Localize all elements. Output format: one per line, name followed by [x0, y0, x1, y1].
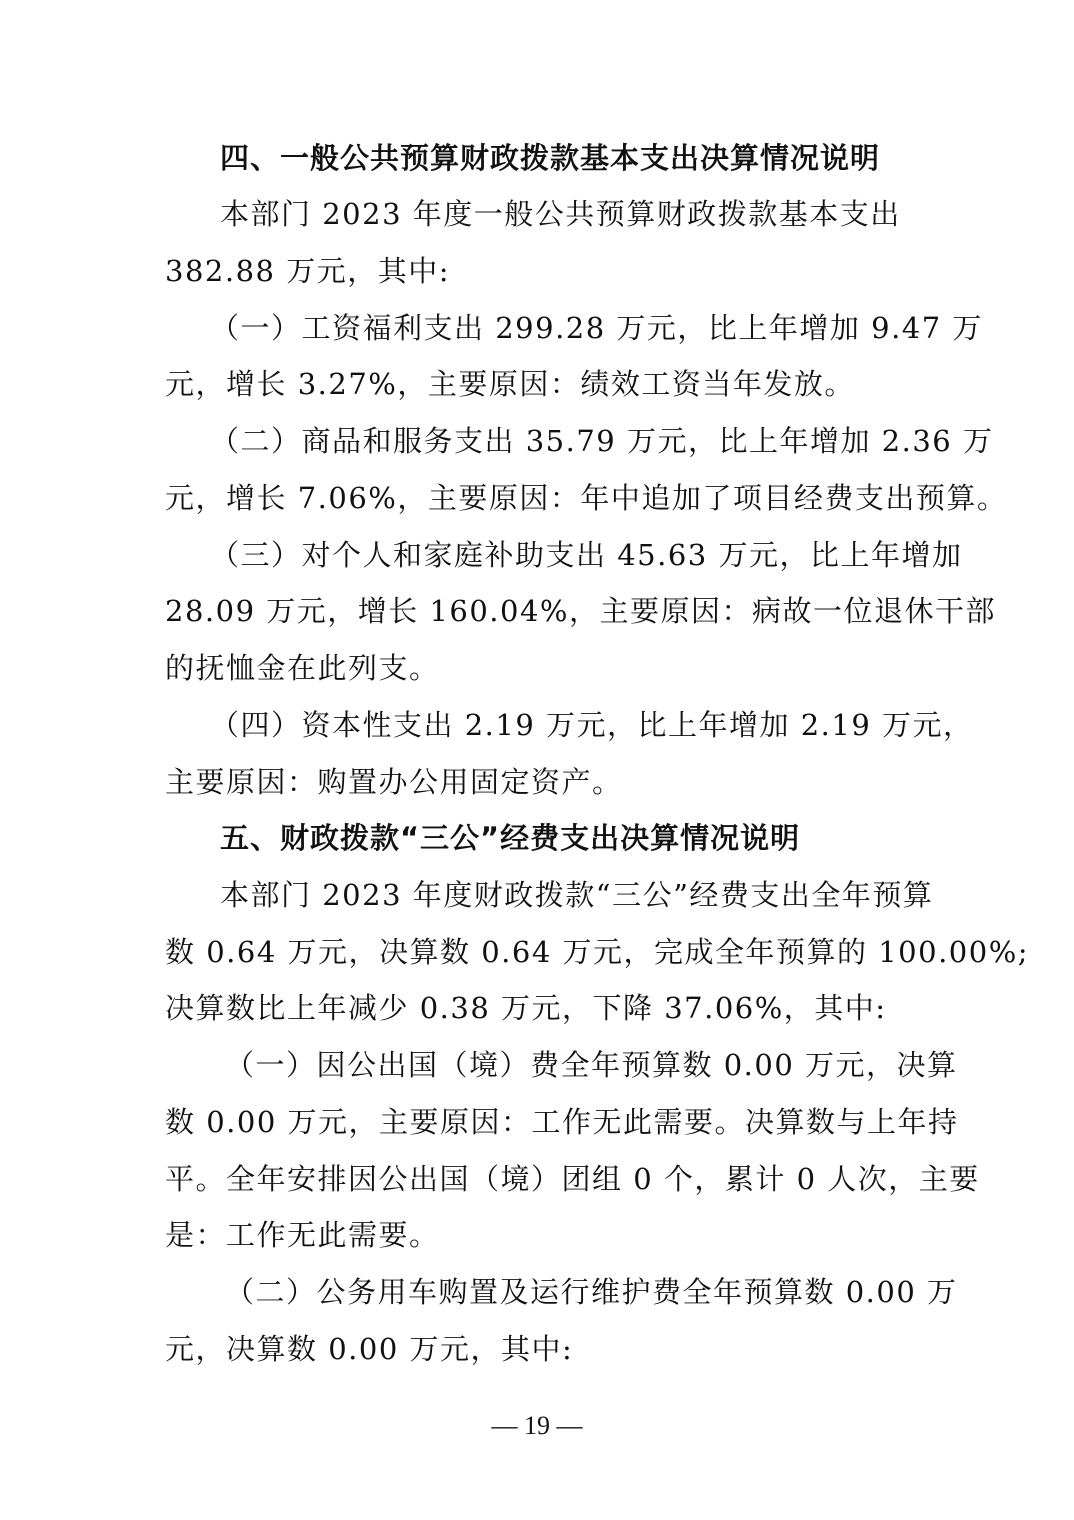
- paragraph-line: 平。全年安排因公出国（境）团组 0 个，累计 0 人次，主要: [165, 1162, 980, 1196]
- paragraph-line: 28.09 万元，增长 160.04%，主要原因：病故一位退休干部: [165, 594, 996, 628]
- paragraph-line: 的抚恤金在此列支。: [165, 651, 440, 685]
- paragraph-line: （三）对个人和家庭补助支出 45.63 万元，比上年增加: [210, 538, 963, 572]
- section-heading-4: 四、一般公共预算财政拨款基本支出决算情况说明: [220, 141, 881, 175]
- paragraph-line: 是：工作无此需要。: [165, 1218, 440, 1252]
- paragraph-line: 元，决算数 0.00 万元，其中:: [165, 1332, 574, 1366]
- paragraph-line: （二）公务用车购置及运行维护费全年预算数 0.00 万: [225, 1275, 958, 1309]
- paragraph-line: （一）工资福利支出 299.28 万元，比上年增加 9.47 万: [210, 311, 983, 345]
- paragraph-line: （二）商品和服务支出 35.79 万元，比上年增加 2.36 万: [210, 424, 994, 458]
- paragraph-line: （一）因公出国（境）费全年预算数 0.00 万元，决算: [225, 1048, 958, 1082]
- paragraph-line: 数 0.64 万元，决算数 0.64 万元，完成全年预算的 100.00%;: [165, 935, 1030, 969]
- paragraph-line: 382.88 万元，其中:: [165, 254, 450, 288]
- paragraph-line: 本部门 2023 年度财政拨款“三公”经费支出全年预算: [220, 878, 934, 912]
- paragraph-line: 决算数比上年减少 0.38 万元，下降 37.06%，其中:: [165, 991, 887, 1025]
- paragraph-line: 元，增长 7.06%，主要原因：年中追加了项目经费支出预算。: [165, 481, 1008, 515]
- paragraph-line: 本部门 2023 年度一般公共预算财政拨款基本支出: [220, 197, 901, 231]
- section-heading-5: 五、财政拨款“三公”经费支出决算情况说明: [220, 821, 801, 855]
- paragraph-line: 数 0.00 万元，主要原因：工作无此需要。决算数与上年持: [165, 1105, 959, 1139]
- paragraph-line: （四）资本性支出 2.19 万元，比上年增加 2.19 万元，: [210, 708, 974, 742]
- page-number: — 19 —: [491, 1411, 583, 1440]
- paragraph-line: 元，增长 3.27%，主要原因：绩效工资当年发放。: [165, 367, 855, 401]
- paragraph-line: 主要原因：购置办公用固定资产。: [165, 765, 623, 799]
